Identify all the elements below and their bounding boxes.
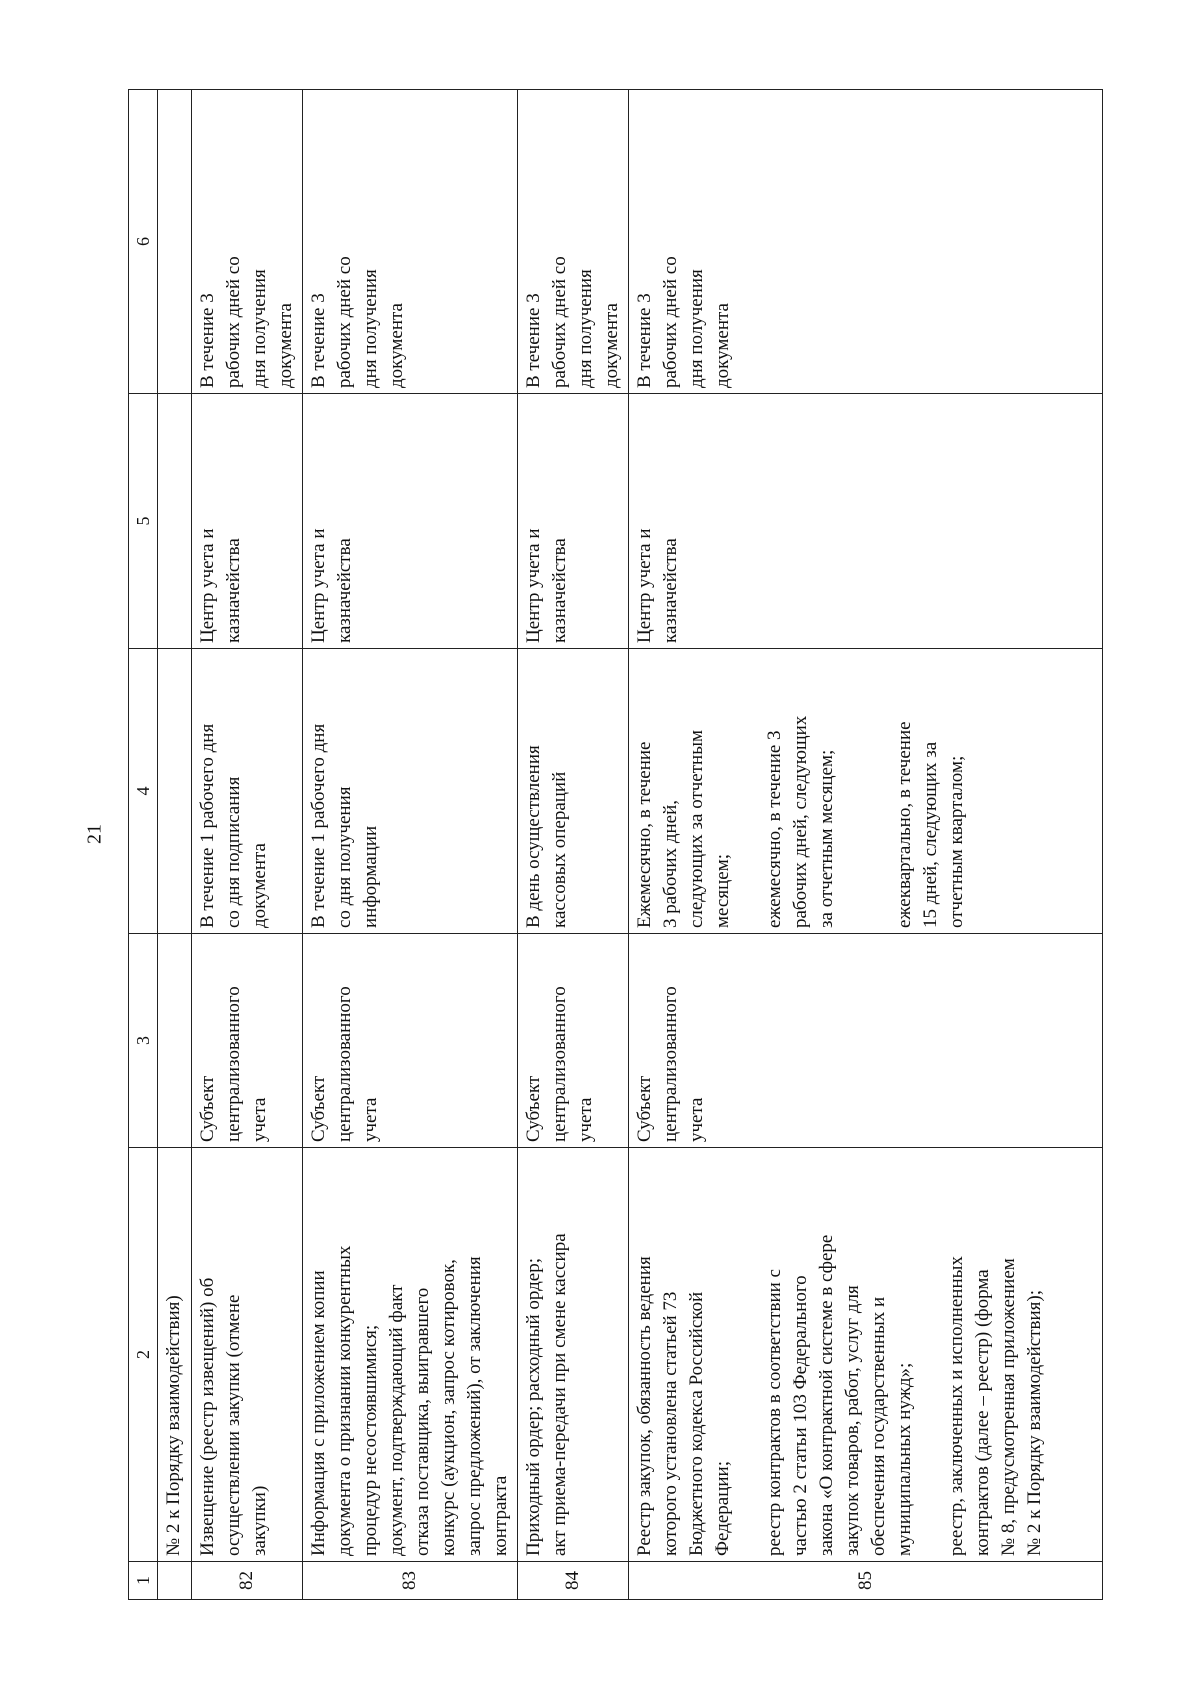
row-number: 84 [518, 1562, 629, 1600]
deadline-cell: В течение 1 рабочего дня со дня подписания документа [192, 649, 303, 934]
processing-cell: В течение 3 рабочих дней со дня получения документа [303, 90, 518, 394]
column-number: 4 [129, 649, 158, 934]
column-number: 1 [129, 1562, 158, 1600]
table-row [629, 90, 1103, 1600]
row-number: 85 [629, 1562, 1103, 1600]
document-table [128, 89, 1103, 1600]
recipient-cell: Центр учета и казначейства [629, 394, 1103, 649]
table-cell [158, 1562, 192, 1600]
recipient-cell: Центр учета и казначейства [192, 394, 303, 649]
table-cell [158, 934, 192, 1148]
recipient-cell: Центр учета и казначейства [518, 394, 629, 649]
table-cell [158, 649, 192, 934]
deadline-cell: В течение 1 рабочего дня со дня получения информации [303, 649, 518, 934]
processing-cell: В течение 3 рабочих дней со дня получения документа [629, 90, 1103, 394]
document-cell: Приходный ордер; расходный ордер; акт приема-передачи при смене кассира [518, 1148, 629, 1562]
column-number: 3 [129, 934, 158, 1148]
table-row [192, 90, 303, 1600]
column-number: 5 [129, 394, 158, 649]
document-cell: Извещение (реестр извещений) об осуществлении закупки (отмене закупки) [192, 1148, 303, 1562]
page-number: 21 [83, 824, 106, 844]
continuation-row [158, 90, 192, 1600]
deadline-part: ежеквартально, в течение 15 дней, следующих за отчетным кварталом; [894, 721, 967, 928]
document-part: реестр контрактов в соответствии с частью 2 статьи 103 Федерального закона «О контрактной системе в сфере закупок товаров, работ, услуг для обеспечения государственных и муниципальных нужд»; [764, 1234, 915, 1556]
document-cell: Информация с приложением копии документа о признании конкурентных процедур несостоявшимися; документ, подтверждающий факт отказа поставщика, выигравшего конкурс (аукцион, запрос котировок, запрос предложений), от заключения контракта [303, 1148, 518, 1562]
deadline-cell: В день осуществления кассовых операций [518, 649, 629, 934]
processing-cell: В течение 3 рабочих дней со дня получения документа [192, 90, 303, 394]
deadline-part: ежемесячно, в течение 3 рабочих дней, следующих за отчетным месяцем; [764, 715, 837, 928]
document-table-container [128, 90, 1103, 1600]
column-number-row [129, 90, 158, 1600]
document-part: реестр, заключенных и исполненных контрактов (далее – реестр) (форма № 8, предусмотренная приложением № 2 к Порядку взаимодействия); [946, 1256, 1045, 1556]
table-cell [158, 90, 192, 394]
continuation-text: № 2 к Порядку взаимодействия) [158, 1148, 192, 1562]
subject-cell: Субъект централизованного учета [518, 934, 629, 1148]
table-row [303, 90, 518, 1600]
column-number: 6 [129, 90, 158, 394]
deadline-cell [629, 649, 1103, 934]
processing-cell: В течение 3 рабочих дней со дня получения документа [518, 90, 629, 394]
column-number: 2 [129, 1148, 158, 1562]
subject-cell: Субъект централизованного учета [303, 934, 518, 1148]
subject-cell: Субъект централизованного учета [192, 934, 303, 1148]
row-number: 82 [192, 1562, 303, 1600]
document-cell [629, 1148, 1103, 1562]
row-number: 83 [303, 1562, 518, 1600]
document-part: Реестр закупок, обязанность ведения которого установлена статьей 73 Бюджетного кодекса Российской Федерации; [634, 1256, 733, 1556]
deadline-part: Ежемесячно, в течение 3 рабочих дней, следующих за отчетным месяцем; [634, 730, 733, 928]
recipient-cell: Центр учета и казначейства [303, 394, 518, 649]
subject-cell: Субъект централизованного учета [629, 934, 1103, 1148]
table-row [518, 90, 629, 1600]
table-cell [158, 394, 192, 649]
